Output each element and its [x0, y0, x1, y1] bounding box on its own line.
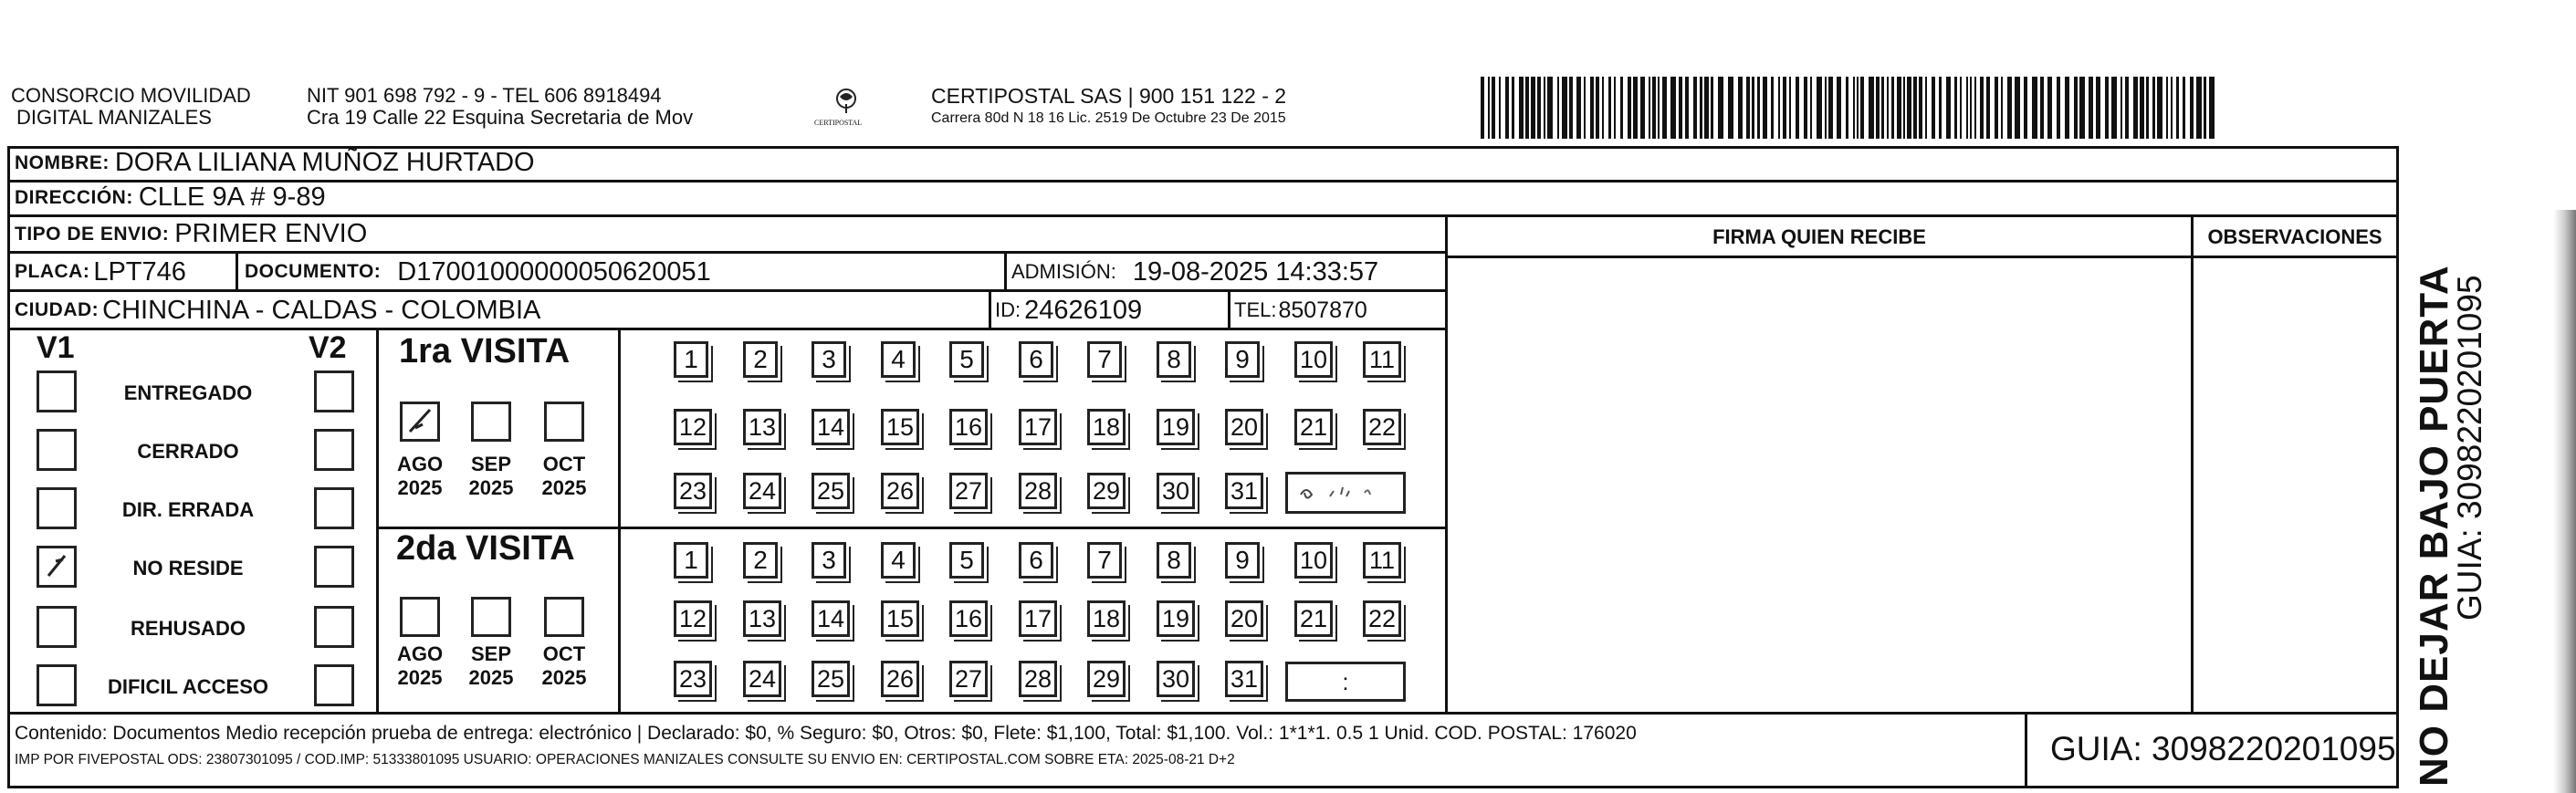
barcode-bar [1925, 77, 1927, 139]
shipment-type-row [15, 217, 367, 251]
day-checkbox[interactable]: 2 [743, 542, 778, 579]
day-checkbox[interactable]: 29 [1087, 661, 1126, 697]
barcode-bar [1658, 77, 1660, 139]
barcode-bar [2204, 77, 2206, 139]
barcode-bar [1860, 77, 1864, 139]
year-label: 2025 [468, 476, 514, 499]
barcode-bar [2024, 77, 2027, 139]
barcode-bar [1505, 77, 1509, 139]
day-checkbox[interactable]: 16 [949, 409, 988, 445]
barcode-bar [1685, 77, 1689, 139]
barcode-bar [1970, 77, 1972, 139]
barcode-bar [1966, 77, 1968, 139]
barcode-bar [2057, 77, 2060, 139]
barcode-bar [2190, 77, 2194, 139]
scan-edge [2519, 210, 2576, 793]
day-checkbox[interactable]: 6 [1019, 542, 1053, 579]
tel-value: 8507870 [1278, 297, 1367, 323]
year-label: 2025 [541, 666, 587, 689]
status-v1-checkbox[interactable] [37, 487, 77, 529]
barcode-bar [1614, 77, 1616, 139]
barcode-bar [1869, 77, 1874, 139]
barcode-bar [2065, 77, 2069, 139]
day-checkbox[interactable]: 19 [1157, 600, 1195, 637]
day-checkbox[interactable]: 11 [1363, 542, 1401, 579]
barcode-bar [1796, 77, 1799, 139]
document-label: DOCUMENTO: [245, 261, 382, 282]
barcode-bar [2125, 77, 2129, 139]
day-checkbox[interactable]: 27 [949, 473, 988, 509]
barcode-bar [1679, 77, 1682, 139]
barcode-bar [1752, 77, 1754, 139]
status-v2-checkbox[interactable] [314, 429, 354, 471]
barcode-bar [2152, 77, 2155, 139]
barcode-bar [1939, 77, 1942, 139]
month-label: OCT [542, 642, 586, 665]
document-value: D17001000000050620051 [397, 256, 711, 287]
day-checkbox[interactable]: 25 [812, 661, 850, 697]
barcode-bar [1492, 77, 1495, 139]
barcode-bar [1986, 77, 1990, 139]
barcode-bar [1789, 77, 1791, 139]
status-label: DIR. ERRADA [121, 498, 255, 521]
v2-label: V2 [309, 330, 347, 365]
day-checkbox[interactable]: 2 [743, 341, 778, 378]
month-checkbox[interactable] [544, 402, 584, 442]
day-checkbox[interactable]: 22 [1363, 600, 1401, 637]
barcode-bar [1628, 77, 1631, 139]
barcode-bar [2096, 77, 2100, 139]
side-guia: GUIA: 3098220201095 [2451, 275, 2488, 621]
month-checkbox[interactable] [400, 597, 440, 637]
barcode-bar [1531, 77, 1535, 139]
visit2-title: 2da VISITA [396, 529, 575, 568]
barcode-bar [1919, 77, 1922, 139]
day-checkbox[interactable]: 7 [1087, 341, 1122, 378]
visit1-time-box[interactable] [1285, 472, 1406, 514]
barcode-bar [1771, 77, 1774, 139]
barcode-bar [1596, 77, 1599, 139]
barcode-bar [1590, 77, 1594, 139]
barcode-bar [1837, 77, 1841, 139]
day-checkbox[interactable]: 23 [674, 661, 712, 697]
barcode-bar [1562, 77, 1567, 139]
barcode-bar [1810, 77, 1812, 139]
status-label: CERRADO [137, 440, 239, 463]
tel-row [1234, 292, 1367, 329]
day-checkbox[interactable]: 20 [1225, 409, 1263, 445]
barcode-bar [1569, 77, 1573, 139]
city-label: CIUDAD: [15, 299, 99, 320]
day-checkbox[interactable]: 10 [1294, 542, 1333, 579]
visit2-time-box[interactable]: : [1285, 662, 1406, 702]
name-row [15, 146, 535, 180]
barcode-bar [1783, 77, 1786, 139]
month-checkbox[interactable] [471, 402, 511, 442]
barcode-bar [1499, 77, 1501, 139]
barcode-bar [1633, 77, 1638, 139]
day-checkbox[interactable]: 17 [1019, 600, 1057, 637]
barcode-bar [2171, 77, 2173, 139]
barcode-bar [2111, 77, 2117, 139]
month-checkbox[interactable] [471, 597, 511, 637]
barcode-bar [1525, 77, 1529, 139]
day-checkbox[interactable]: 10 [1294, 341, 1333, 378]
barcode-bar [1825, 77, 1827, 139]
status-label: REHUSADO [131, 617, 246, 640]
plate-label: PLACA: [15, 261, 90, 282]
barcode-bar [1980, 77, 1984, 139]
barcode-bar [2176, 77, 2179, 139]
barcode-bar [1757, 77, 1760, 139]
day-checkbox[interactable]: 15 [881, 600, 919, 637]
status-label: DIFICIL ACCESO [107, 675, 268, 698]
barcode-bar [1903, 77, 1905, 139]
day-checkbox[interactable]: 12 [674, 600, 712, 637]
status-v2-checkbox[interactable] [314, 664, 354, 706]
barcode-bar [2140, 77, 2144, 139]
barcode-bar [2120, 77, 2122, 139]
month-label: AGO [396, 642, 444, 665]
city-value: CHINCHINA - CALDAS - COLOMBIA [102, 295, 541, 325]
day-checkbox[interactable]: 5 [949, 542, 984, 579]
status-v2-checkbox[interactable] [314, 487, 354, 529]
day-checkbox[interactable]: 28 [1019, 473, 1057, 509]
side-warning: NO DEJAR BAJO PUERTA [2412, 265, 2456, 787]
barcode-bar [1946, 77, 1951, 139]
year-label: 2025 [397, 476, 443, 499]
day-checkbox[interactable]: 1 [674, 542, 708, 579]
day-checkbox[interactable]: 4 [881, 341, 916, 378]
barcode-bar [1649, 77, 1650, 139]
day-checkbox[interactable]: 18 [1087, 409, 1126, 445]
year-label: 2025 [541, 476, 587, 499]
barcode-bar [1693, 77, 1697, 139]
barcode-bar [1778, 77, 1780, 139]
day-checkbox[interactable]: 15 [881, 409, 919, 445]
day-checkbox[interactable]: 20 [1225, 600, 1263, 637]
barcode-bar [2183, 77, 2185, 139]
certipostal-logo [814, 86, 878, 131]
day-checkbox[interactable]: 24 [743, 661, 781, 697]
barcode-bar [1954, 77, 1957, 139]
shipment-type-label: TIPO DE ENVIO: [15, 223, 170, 245]
barcode-bar [1817, 77, 1822, 139]
month-label: OCT [542, 453, 586, 475]
status-v2-checkbox[interactable] [314, 606, 354, 648]
day-checkbox[interactable]: 24 [743, 473, 781, 509]
status-label: ENTREGADO [123, 381, 253, 404]
barcode-bar [2105, 77, 2109, 139]
courier-line: CERTIPOSTAL SAS | 900 151 122 - 2 [931, 84, 1287, 108]
barcode-bar [1907, 77, 1911, 139]
barcode-bar [2133, 77, 2138, 139]
address-value: CLLE 9A # 9-89 [138, 183, 326, 212]
status-v2-checkbox[interactable] [314, 370, 354, 412]
barcode-bar [1547, 77, 1553, 139]
day-checkbox[interactable]: 30 [1157, 473, 1195, 509]
day-checkbox[interactable]: 27 [949, 661, 988, 697]
admission-value: 19-08-2025 14:33:57 [1132, 256, 1379, 287]
barcode-bar [2015, 77, 2020, 139]
barcode-bar [1995, 77, 1998, 139]
day-checkbox[interactable]: 5 [949, 341, 984, 378]
month-label: AGO [396, 453, 444, 475]
day-checkbox[interactable]: 23 [674, 473, 712, 509]
barcode-bar [1891, 77, 1894, 139]
id-label: ID: [995, 298, 1021, 321]
checkmark-icon [39, 548, 74, 585]
month-label: SEP [470, 642, 512, 665]
barcode-bar [1913, 77, 1917, 139]
status-v1-checkbox[interactable] [37, 429, 77, 471]
year-label: 2025 [468, 666, 514, 689]
day-checkbox[interactable]: 17 [1019, 409, 1057, 445]
status-v1-checkbox[interactable] [37, 546, 77, 588]
courier-address: Carrera 80d N 18 16 Lic. 2519 De Octubre 23 De 2015 [931, 110, 1286, 126]
barcode-bar [1640, 77, 1645, 139]
day-checkbox[interactable]: 8 [1157, 542, 1191, 579]
name-label: NOMBRE: [15, 151, 110, 173]
barcode-bar [2196, 77, 2202, 139]
day-checkbox[interactable]: 21 [1294, 409, 1333, 445]
day-checkbox[interactable]: 14 [812, 600, 850, 637]
status-v1-checkbox[interactable] [37, 664, 77, 706]
barcode-bar [1974, 77, 1976, 139]
address-row [15, 181, 326, 214]
footer-content: Contenido: Documentos Medio recepción prueba de entrega: electrónico | Declarado: $0, % Seguro: $0, Otros: $0, Flete: $1,100, Total: $1,100. Vol.: 1*1*1. 0.5 1 Unid. COD. POSTAL: 176020 [15, 723, 1637, 744]
day-checkbox[interactable]: 9 [1225, 542, 1260, 579]
day-checkbox[interactable]: 7 [1087, 542, 1122, 579]
day-checkbox[interactable]: 9 [1225, 341, 1260, 378]
signature-header: FIRMA QUIEN RECIBE [1712, 225, 1926, 248]
barcode-bar [2209, 77, 2215, 139]
barcode-bar [1846, 77, 1848, 139]
barcode-bar [1576, 77, 1581, 139]
barcode-bar [2166, 77, 2168, 139]
barcode-bar [1652, 77, 1656, 139]
day-checkbox[interactable]: 22 [1363, 409, 1401, 445]
barcode-bar [1700, 77, 1702, 139]
barcode-bar [1960, 77, 1962, 139]
tel-label: TEL: [1234, 298, 1277, 321]
barcode-bar [1804, 77, 1807, 139]
day-checkbox[interactable]: 3 [812, 542, 846, 579]
barcode-bar [1704, 77, 1709, 139]
logo-text: CERTIPOSTAL [814, 119, 863, 127]
day-checkbox[interactable]: 28 [1019, 661, 1057, 697]
barcode-bar [1746, 77, 1750, 139]
checkmark-icon [403, 404, 437, 439]
day-checkbox[interactable]: 18 [1087, 600, 1126, 637]
barcode-bar [1537, 77, 1541, 139]
barcode-bar [1620, 77, 1623, 139]
barcode-bar [1853, 77, 1855, 139]
barcode-bar [1718, 77, 1723, 139]
barcode-bar [1738, 77, 1743, 139]
id-row [995, 292, 1142, 329]
handwritten-mark-icon [1288, 475, 1403, 511]
barcode-bar [1828, 77, 1833, 139]
observations-header: OBSERVACIONES [2207, 225, 2382, 248]
month-label: SEP [470, 453, 512, 475]
plate-row [15, 254, 186, 290]
day-checkbox[interactable]: 14 [812, 409, 850, 445]
id-value: 24626109 [1024, 295, 1143, 325]
day-checkbox[interactable]: 11 [1363, 341, 1401, 378]
barcode-bar [2079, 77, 2085, 139]
v1-label: V1 [37, 330, 75, 365]
sender-address: Cra 19 Calle 22 Esquina Secretaria de Mov [307, 106, 694, 129]
barcode-bar [1881, 77, 1884, 139]
barcode-bar [2040, 77, 2044, 139]
barcode-bar [1608, 77, 1611, 139]
sender-name-line2: DIGITAL MANIZALES [16, 106, 212, 129]
day-checkbox[interactable]: 26 [881, 661, 919, 697]
barcode-bar [1932, 77, 1935, 139]
barcode-bar [1557, 77, 1559, 139]
day-checkbox[interactable]: 1 [674, 341, 708, 378]
day-checkbox[interactable]: 13 [743, 409, 781, 445]
barcode-bar [1481, 77, 1484, 139]
status-v2-checkbox[interactable] [314, 546, 354, 588]
day-checkbox[interactable]: 13 [743, 600, 781, 637]
barcode-bar [1763, 77, 1767, 139]
status-v1-checkbox[interactable] [37, 606, 77, 648]
visit1-title: 1ra VISITA [399, 332, 571, 370]
day-checkbox[interactable]: 19 [1157, 409, 1195, 445]
day-checkbox[interactable]: 8 [1157, 341, 1191, 378]
day-checkbox[interactable]: 25 [812, 473, 850, 509]
day-checkbox[interactable]: 26 [881, 473, 919, 509]
day-checkbox[interactable]: 6 [1019, 341, 1053, 378]
month-checkbox[interactable] [544, 597, 584, 637]
barcode-bar [1887, 77, 1889, 139]
address-label: DIRECCIÓN: [15, 186, 133, 208]
barcode-bar [2146, 77, 2149, 139]
name-value: DORA LILIANA MUÑOZ HURTADO [114, 148, 535, 177]
status-v1-checkbox[interactable] [37, 370, 77, 412]
barcode-bar [2074, 77, 2078, 139]
barcode-bar [2001, 77, 2003, 139]
barcode-bar [1519, 77, 1524, 139]
barcode-bar [1488, 77, 1490, 139]
barcode-bar [1662, 77, 1667, 139]
year-label: 2025 [397, 666, 443, 689]
barcode-bar [1584, 77, 1586, 139]
barcode-bar [2157, 77, 2162, 139]
day-checkbox[interactable]: 16 [949, 600, 988, 637]
barcode-bar [1544, 77, 1545, 139]
day-checkbox[interactable]: 31 [1225, 473, 1263, 509]
barcode-bar [1602, 77, 1604, 139]
city-row [15, 292, 540, 329]
barcode-bar [1728, 77, 1733, 139]
barcode-bar [1711, 77, 1713, 139]
day-checkbox[interactable]: 30 [1157, 661, 1195, 697]
signature-area[interactable] [1448, 258, 2191, 712]
observations-area[interactable] [2194, 258, 2396, 712]
plate-value: LPT746 [93, 256, 186, 287]
sender-name-line1: CONSORCIO MOVILIDAD [11, 84, 251, 107]
footer-guia: GUIA: 3098220201095 [2050, 730, 2396, 767]
day-checkbox[interactable]: 31 [1225, 661, 1263, 697]
shipment-type-value: PRIMER ENVIO [174, 219, 368, 248]
barcode [1481, 77, 2216, 141]
month-checkbox[interactable] [400, 402, 440, 442]
day-checkbox[interactable]: 3 [812, 341, 846, 378]
barcode-bar [1670, 77, 1676, 139]
barcode-bar [2032, 77, 2037, 139]
barcode-bar [1857, 77, 1859, 139]
day-checkbox[interactable]: 12 [674, 409, 712, 445]
barcode-bar [2089, 77, 2093, 139]
status-label: NO RESIDE [132, 557, 244, 579]
barcode-bar [1897, 77, 1901, 139]
sender-nit: NIT 901 698 792 - 9 - TEL 606 8918494 [307, 84, 662, 107]
admission-row [1011, 254, 1378, 290]
document-row [245, 254, 711, 290]
admission-label: ADMISIÓN: [1011, 260, 1116, 283]
barcode-bar [1876, 77, 1880, 139]
day-checkbox[interactable]: 21 [1294, 600, 1333, 637]
footer-imp: IMP POR FIVEPOSTAL ODS: 23807301095 / COD.IMP: 51333801095 USUARIO: OPERACIONES MANIZALES CONSULTE SU ENVIO EN: CERTIPOSTAL.COM SOBRE ETA: 2025-08-21 D+2 [15, 752, 1235, 767]
barcode-bar [1512, 77, 1514, 139]
barcode-bar [2007, 77, 2012, 139]
day-checkbox[interactable]: 4 [881, 542, 916, 579]
day-checkbox[interactable]: 29 [1087, 473, 1126, 509]
barcode-bar [2047, 77, 2052, 139]
